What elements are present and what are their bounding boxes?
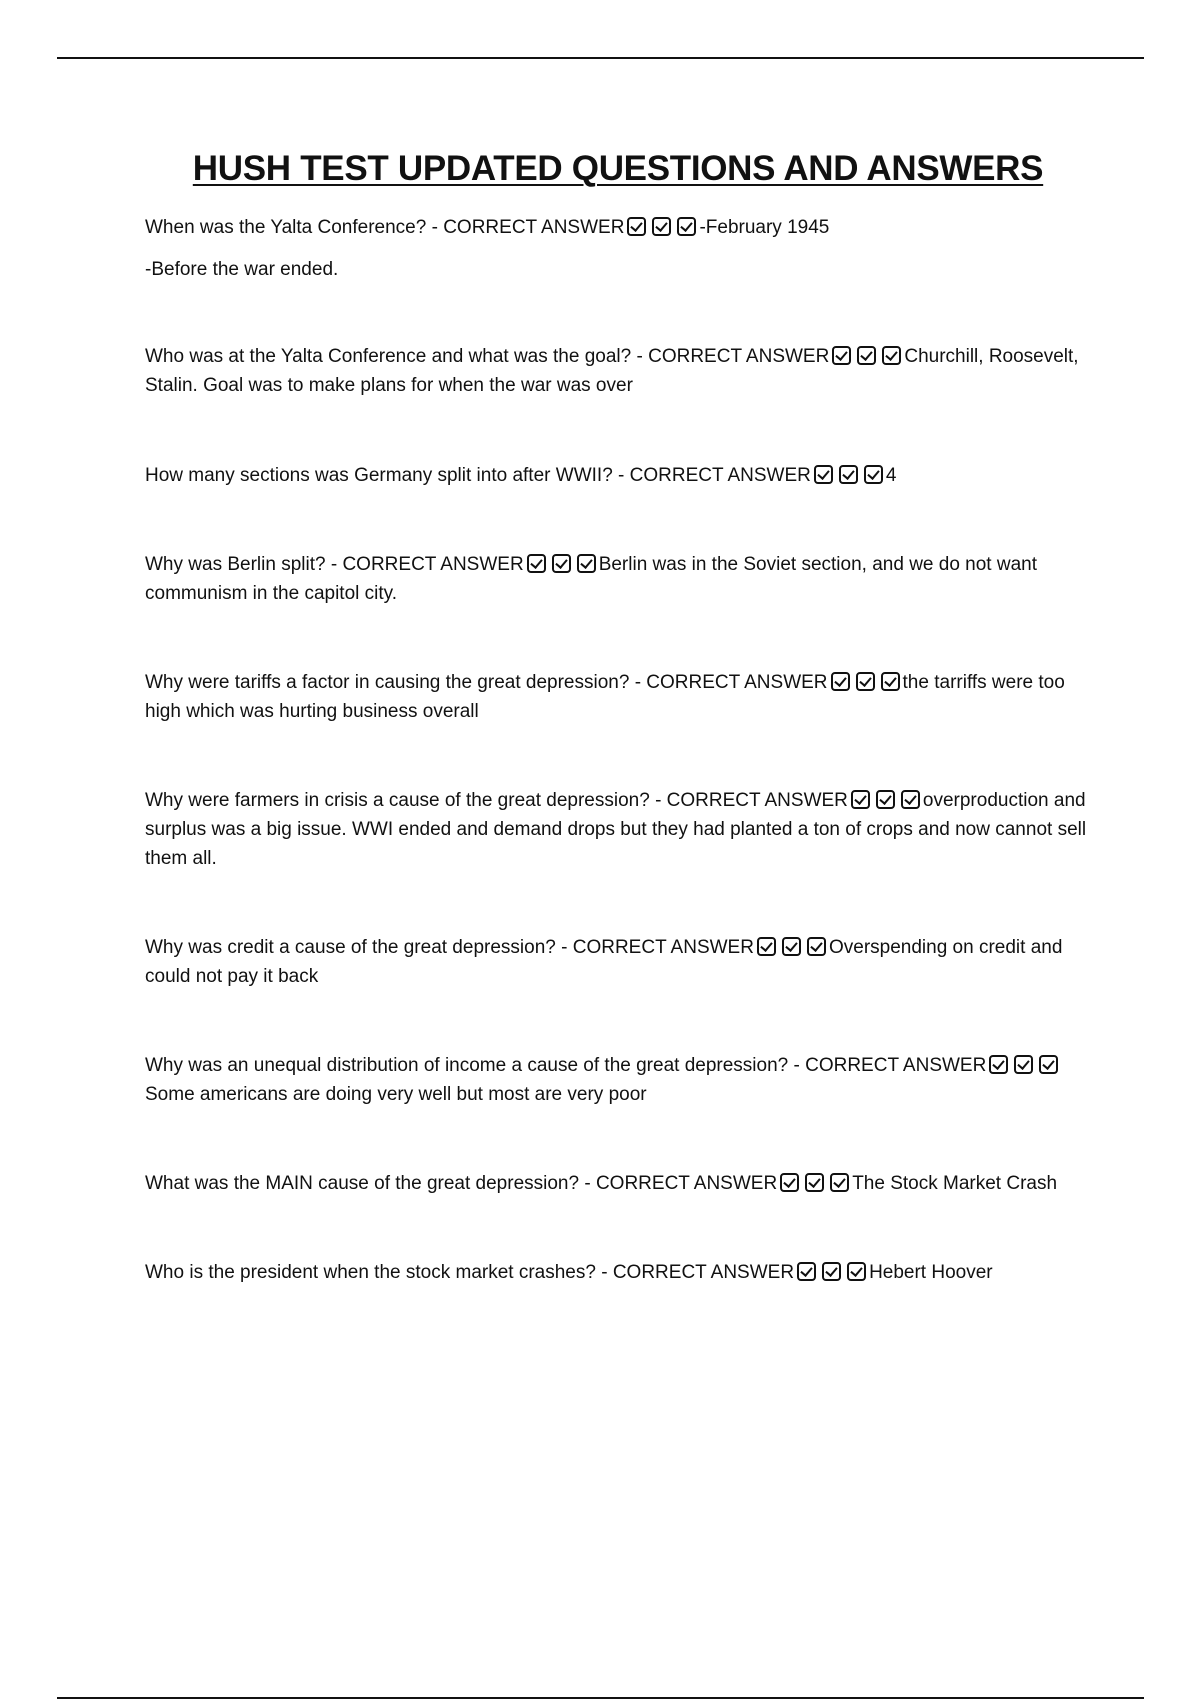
qa-item-7 xyxy=(145,933,1095,991)
check-icon xyxy=(652,217,671,236)
question-text: Why were farmers in crisis a cause of the great depression? xyxy=(145,790,650,811)
question-text: Why were tariffs a factor in causing the great depression? xyxy=(145,672,630,693)
correct-answer-marker: - CORRECT ANSWER xyxy=(655,790,848,811)
check-icon xyxy=(577,554,596,573)
check-icon xyxy=(989,1055,1008,1074)
qa-item-9 xyxy=(145,1169,1095,1198)
check-icon xyxy=(814,465,833,484)
check-icon xyxy=(527,554,546,573)
answer-text: Berlin was in the Soviet section, and we do not want communism in the capitol city. xyxy=(145,554,1037,604)
answer-text: 4 xyxy=(885,465,897,486)
check-icon xyxy=(1014,1055,1033,1074)
qa-item-2 xyxy=(145,342,1095,400)
bottom-rule xyxy=(57,1697,1144,1699)
check-icon xyxy=(782,937,801,956)
correct-answer-marker: - CORRECT ANSWER xyxy=(793,1055,987,1076)
answer-text: -February 1945 xyxy=(699,217,830,238)
check-icon xyxy=(780,1173,799,1192)
question-text: Who is the president when the stock market crashes? xyxy=(145,1262,596,1283)
check-icon xyxy=(832,346,851,365)
qa-item-4 xyxy=(145,550,1095,608)
question-text: Why was Berlin split? xyxy=(145,554,326,575)
check-icon xyxy=(851,790,870,809)
correct-answer-marker: - CORRECT ANSWER xyxy=(431,217,625,238)
question-text: When was the Yalta Conference? xyxy=(145,217,427,238)
check-icon xyxy=(876,790,895,809)
answer-text: Some americans are doing very well but most are very poor xyxy=(145,1084,647,1105)
document-title: HUSH TEST UPDATED QUESTIONS AND ANSWERS xyxy=(192,149,1044,188)
check-icon xyxy=(847,1262,866,1281)
check-icon xyxy=(882,346,901,365)
check-icon xyxy=(1039,1055,1058,1074)
check-icon xyxy=(807,937,826,956)
answer-text: overproduction and surplus was a big issue. WWI ended and demand drops but they had planted a ton of crops and now cannot sell them all. xyxy=(145,790,1087,869)
answer-text: Overspending on credit and could not pay it back xyxy=(145,937,1063,987)
question-text: Why was an unequal distribution of income a cause of the great depression? xyxy=(145,1055,789,1076)
qa-item-8 xyxy=(145,1051,1095,1109)
check-icon xyxy=(822,1262,841,1281)
answer-continuation: -Before the war ended. xyxy=(145,259,339,280)
top-rule xyxy=(57,57,1144,59)
check-icon xyxy=(856,672,875,691)
correct-answer-marker: - CORRECT ANSWER xyxy=(561,937,754,958)
check-icon xyxy=(627,217,646,236)
answer-text: The Stock Market Crash xyxy=(852,1173,1058,1194)
answer-text: Hebert Hoover xyxy=(869,1262,993,1283)
check-icon xyxy=(797,1262,816,1281)
check-icon xyxy=(901,790,920,809)
check-icon xyxy=(857,346,876,365)
correct-answer-marker: - CORRECT ANSWER xyxy=(634,672,828,693)
qa-item-5 xyxy=(145,668,1095,726)
correct-answer-marker: - CORRECT ANSWER xyxy=(584,1173,778,1194)
question-text: How many sections was Germany split into after WWII? xyxy=(145,465,613,486)
qa-item-10 xyxy=(145,1258,1095,1287)
qa-item-1 xyxy=(145,213,1095,242)
answer-text: the tarriffs were too high which was hurting business overall xyxy=(145,672,1065,722)
question-text: What was the MAIN cause of the great depression? xyxy=(145,1173,580,1194)
check-icon xyxy=(805,1173,824,1192)
correct-answer-marker: - CORRECT ANSWER xyxy=(601,1262,795,1283)
qa-item-3 xyxy=(145,461,1095,490)
check-icon xyxy=(757,937,776,956)
qa-item-6 xyxy=(145,786,1095,873)
check-icon xyxy=(839,465,858,484)
check-icon xyxy=(881,672,900,691)
question-text: Who was at the Yalta Conference and what was the goal? xyxy=(145,346,632,367)
answer-text: Churchill, Roosevelt, Stalin. Goal was to make plans for when the war was over xyxy=(145,346,1079,396)
check-icon xyxy=(864,465,883,484)
check-icon xyxy=(830,1173,849,1192)
check-icon xyxy=(552,554,571,573)
correct-answer-marker: - CORRECT ANSWER xyxy=(618,465,811,486)
check-icon xyxy=(831,672,850,691)
qa-list xyxy=(145,213,1095,1287)
correct-answer-marker: - CORRECT ANSWER xyxy=(636,346,830,367)
check-icon xyxy=(677,217,696,236)
question-text: Why was credit a cause of the great depression? xyxy=(145,937,556,958)
correct-answer-marker: - CORRECT ANSWER xyxy=(330,554,524,575)
